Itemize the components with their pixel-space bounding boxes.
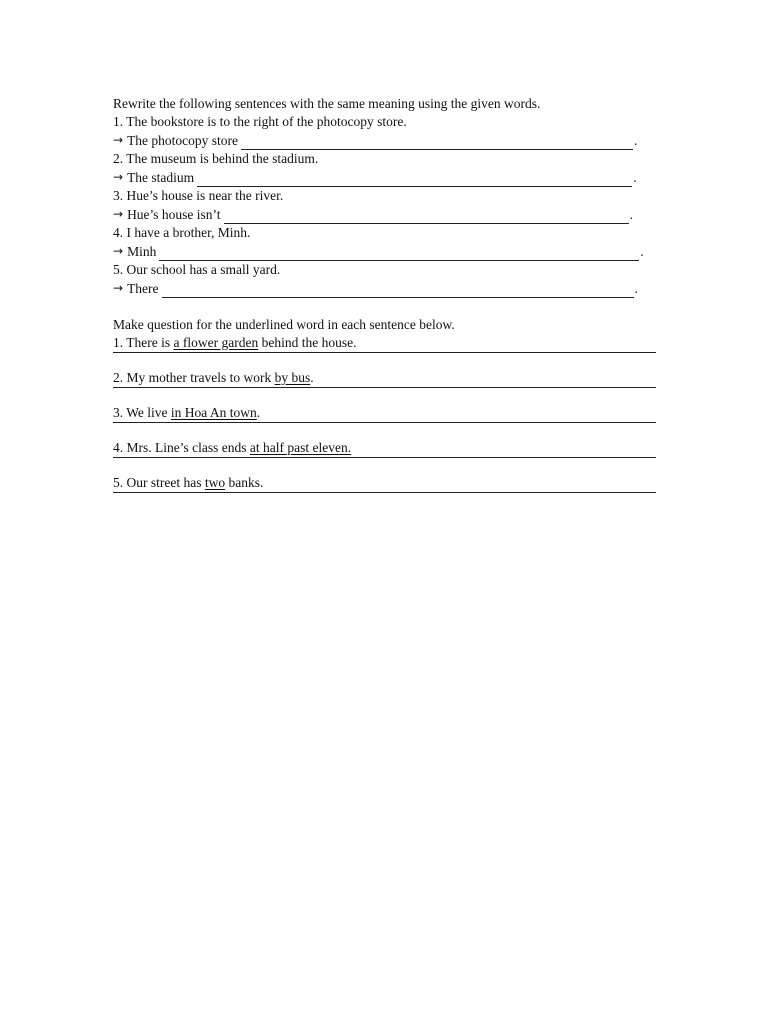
rewrite-question-2: 2. The museum is behind the stadium. <box>113 151 319 166</box>
question-text: behind the house. <box>258 334 357 350</box>
answer-blank[interactable] <box>197 172 632 187</box>
answer-end: . <box>634 132 638 148</box>
answer-prompt: Minh <box>127 243 157 259</box>
underline-question-2 <box>113 369 658 387</box>
answer-end: . <box>634 280 638 296</box>
rewrite-answer-2 <box>113 168 658 187</box>
arrow-icon: → <box>113 206 124 221</box>
question-text: . <box>256 404 261 420</box>
question-text: 4. Mrs. Line’s class ends <box>113 439 250 455</box>
worksheet <box>113 94 658 509</box>
answer-prompt: The photocopy store <box>127 132 239 148</box>
rewrite-question-3: 3. Hue’s house is near the river. <box>113 188 284 203</box>
arrow-icon: → <box>113 243 124 258</box>
answer-line[interactable] <box>113 352 656 353</box>
arrow-icon: → <box>113 280 124 295</box>
question-text: banks. <box>225 474 264 490</box>
answer-blank[interactable] <box>224 209 629 224</box>
section1-instruction: Rewrite the following sentences with the same meaning using the given words. <box>113 95 541 111</box>
arrow-icon: → <box>113 169 124 184</box>
question-text: 3. We live <box>113 404 171 420</box>
underlined-phrase: two <box>204 474 226 490</box>
rewrite-answer-4 <box>113 242 658 261</box>
answer-prompt: The stadium <box>127 169 195 185</box>
answer-blank[interactable] <box>241 135 633 150</box>
answer-end: . <box>629 206 633 222</box>
rewrite-answer-1 <box>113 131 658 150</box>
answer-prompt: There <box>127 280 159 296</box>
answer-prompt: Hue’s house isn’t <box>127 206 221 222</box>
rewrite-question-1: 1. The bookstore is to the right of the photocopy store. <box>113 114 407 129</box>
question-text: . <box>310 369 314 385</box>
answer-blank[interactable] <box>159 246 639 261</box>
answer-line[interactable] <box>113 492 656 493</box>
section-spacer <box>113 298 658 316</box>
question-text: 5. Our street has <box>113 474 205 490</box>
answer-line[interactable] <box>113 387 656 388</box>
question-text: 1. There is <box>113 334 174 350</box>
underline-question-4 <box>113 439 658 457</box>
underlined-phrase: in Hoa An town <box>170 404 257 420</box>
underlined-phrase: at half past eleven. <box>249 439 352 455</box>
answer-line[interactable] <box>113 457 656 458</box>
underlined-phrase: a flower garden <box>173 334 259 350</box>
answer-blank[interactable] <box>162 283 634 298</box>
underline-question-5 <box>113 474 658 492</box>
question-text: 2. My mother travels to work <box>113 369 275 385</box>
answer-line[interactable] <box>113 422 656 423</box>
underlined-phrase: by bus <box>274 369 311 385</box>
section2-instruction: Make question for the underlined word in each sentence below. <box>113 316 455 332</box>
rewrite-question-4: 4. I have a brother, Minh. <box>113 225 251 240</box>
rewrite-answer-3 <box>113 205 658 224</box>
answer-end: . <box>640 243 644 259</box>
rewrite-answer-5 <box>113 279 658 298</box>
underline-question-3 <box>113 404 658 422</box>
rewrite-question-5: 5. Our school has a small yard. <box>113 262 281 277</box>
answer-end: . <box>633 169 637 185</box>
arrow-icon: → <box>113 132 124 147</box>
underline-question-1 <box>113 334 658 352</box>
